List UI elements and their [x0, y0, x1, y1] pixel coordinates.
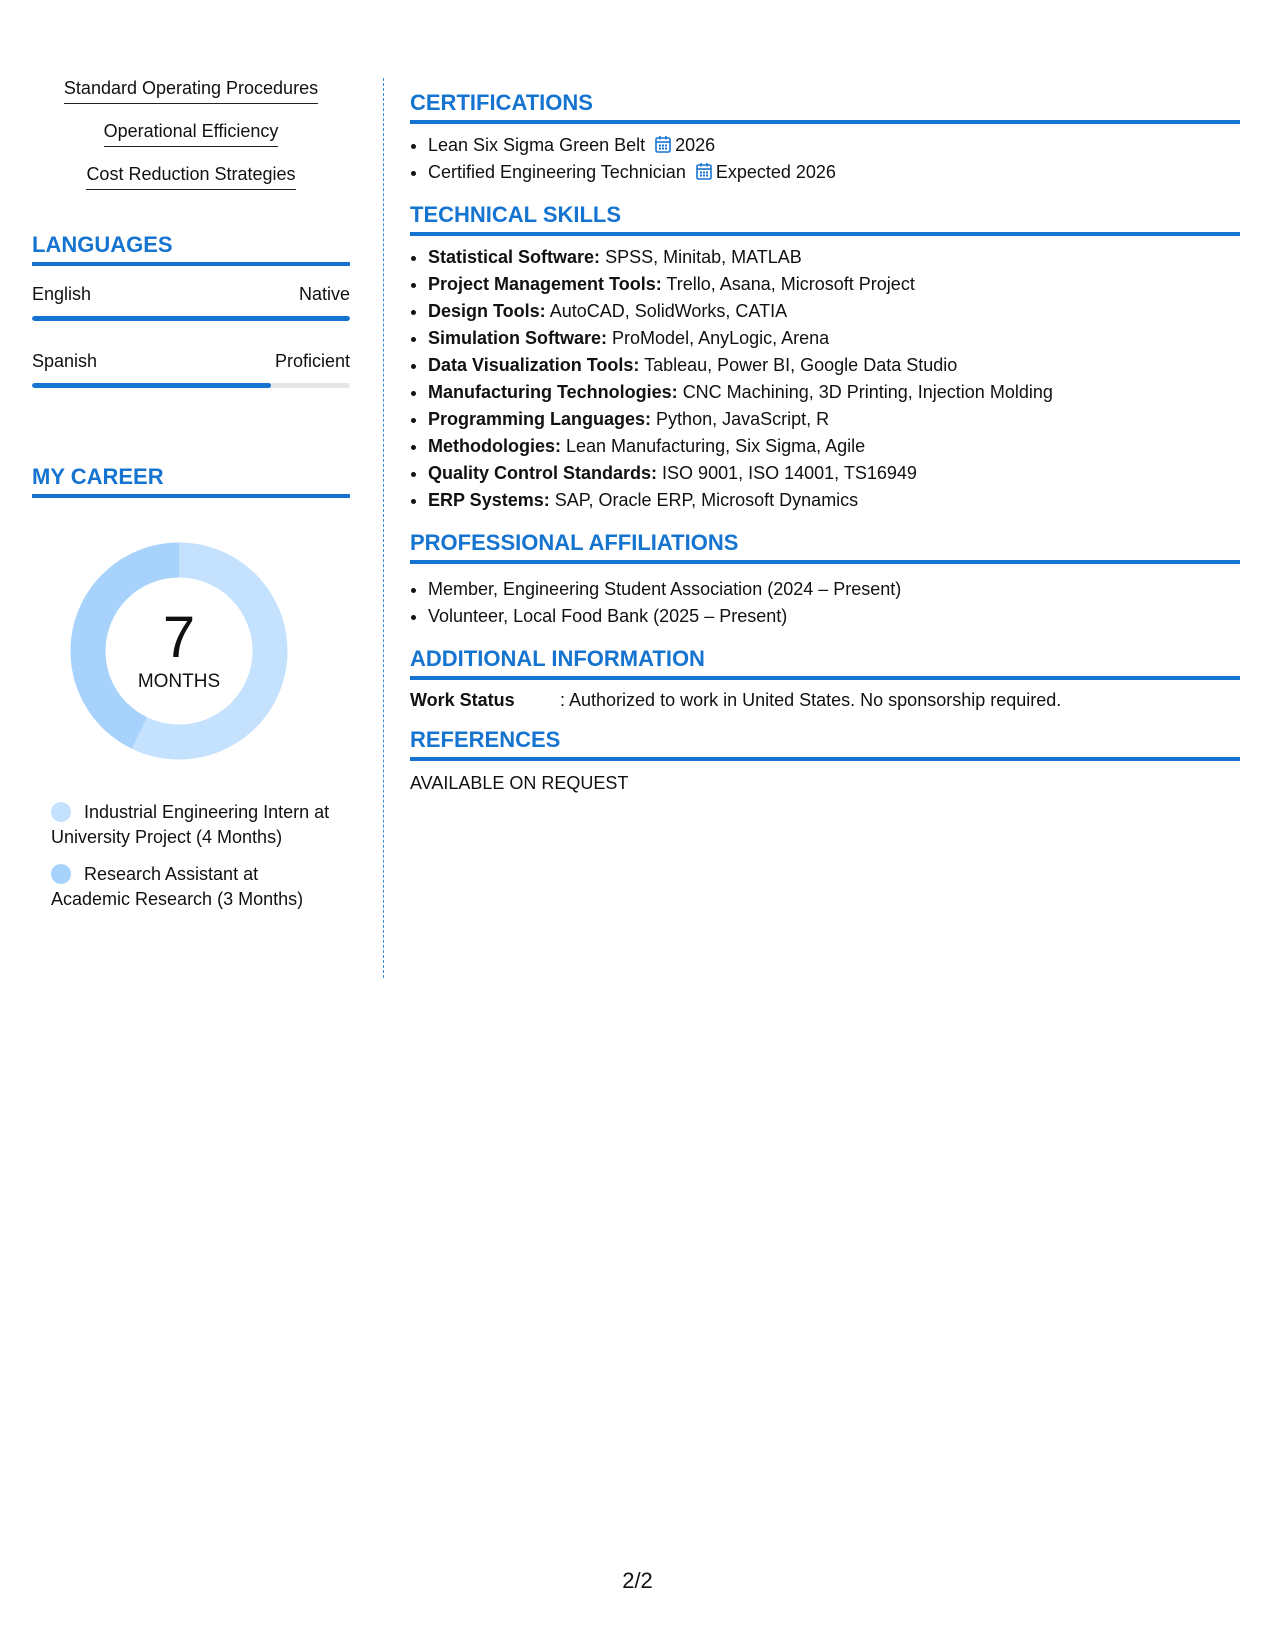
- skill-item: [428, 325, 1240, 352]
- certification-name: Certified Engineering Technician: [428, 162, 686, 182]
- language-level: Native: [298, 284, 350, 304]
- language-bar: [32, 383, 350, 388]
- skill-item: [428, 487, 1240, 514]
- skill-tag-label: Operational Efficiency: [104, 121, 279, 147]
- language-name: English: [32, 284, 92, 304]
- certification-item: [428, 159, 1240, 186]
- calendar-icon: [655, 135, 671, 153]
- skill-value: CNC Machining, 3D Printing, Injection Molding: [682, 382, 1053, 402]
- affiliation-item: • Member, Engineering Student Association (2024 – Present): [428, 576, 1240, 603]
- skill-item: [428, 460, 1240, 487]
- career-title: MY CAREER: [32, 464, 350, 498]
- affiliation-item: • Volunteer, Local Food Bank (2025 – Present): [428, 603, 1240, 630]
- skill-tag: [32, 164, 350, 190]
- work-status-value: : Authorized to work in United States. No sponsorship required.: [560, 690, 1062, 710]
- additional-info-title: ADDITIONAL INFORMATION: [410, 646, 1240, 680]
- language-item: [32, 351, 350, 388]
- skill-value: ISO 9001, ISO 14001, TS16949: [662, 463, 917, 483]
- certification-item: [428, 132, 1240, 159]
- skill-item: [428, 298, 1240, 325]
- skill-label: Simulation Software:: [428, 328, 608, 348]
- references-section: [410, 727, 1240, 794]
- career-total-value: 7: [162, 605, 196, 670]
- technical-skills-title: TECHNICAL SKILLS: [410, 202, 1240, 236]
- skill-value: Lean Manufacturing, Six Sigma, Agile: [566, 436, 866, 456]
- skill-label: Data Visualization Tools:: [428, 355, 640, 375]
- right-column: [410, 90, 1240, 810]
- references-text: AVAILABLE ON REQUEST: [410, 773, 629, 793]
- languages-title: LANGUAGES: [32, 232, 350, 266]
- certifications-section: [410, 90, 1240, 186]
- skill-item: [428, 244, 1240, 271]
- skill-label: Quality Control Standards:: [428, 463, 658, 483]
- language-item: [32, 284, 350, 321]
- skill-value: SAP, Oracle ERP, Microsoft Dynamics: [554, 490, 859, 510]
- column-divider: [383, 78, 384, 978]
- language-name: Spanish: [32, 351, 98, 371]
- skill-value: ProModel, AnyLogic, Arena: [612, 328, 830, 348]
- references-title: REFERENCES: [410, 727, 1240, 761]
- career-total-unit: MONTHS: [137, 671, 221, 692]
- work-status-row: [410, 690, 1240, 711]
- skill-label: Programming Languages:: [428, 409, 652, 429]
- skill-value: Tableau, Power BI, Google Data Studio: [644, 355, 958, 375]
- affiliations-section: [410, 530, 1240, 630]
- skill-label: Project Management Tools:: [428, 274, 662, 294]
- legend-dot: [51, 864, 71, 884]
- certification-name: Lean Six Sigma Green Belt: [428, 135, 646, 155]
- legend-label: Industrial Engineering Intern at University Project (4 Months): [51, 802, 330, 847]
- certification-date: 2026: [675, 135, 716, 155]
- skill-label: Statistical Software:: [428, 247, 601, 267]
- page-number: 2/2: [622, 1568, 653, 1593]
- technical-skills-section: [410, 202, 1240, 514]
- affiliations-title: PROFESSIONAL AFFILIATIONS: [410, 530, 1240, 564]
- legend-item: [51, 862, 341, 912]
- skill-label: ERP Systems:: [428, 490, 550, 510]
- language-level: Proficient: [274, 351, 350, 371]
- skill-value: Python, JavaScript, R: [656, 409, 830, 429]
- skill-item: [428, 352, 1240, 379]
- skill-tag: [32, 121, 350, 147]
- certification-date: Expected 2026: [715, 162, 836, 182]
- career-legend: [51, 800, 350, 912]
- skill-item: [428, 406, 1240, 433]
- certifications-list: [410, 132, 1240, 186]
- skill-tag-label: Cost Reduction Strategies: [86, 164, 295, 190]
- certifications-title: CERTIFICATIONS: [410, 90, 1240, 124]
- skill-item: [428, 379, 1240, 406]
- work-status-label: Work Status: [410, 690, 515, 710]
- skill-tag-label: Standard Operating Procedures: [64, 78, 318, 104]
- language-bar-fill: [32, 316, 350, 321]
- legend-item: [51, 800, 341, 850]
- calendar-icon: [696, 162, 712, 180]
- legend-label: Research Assistant at Academic Research (3 Months): [51, 864, 304, 909]
- skill-tag: [32, 78, 350, 104]
- left-column: [32, 78, 350, 924]
- career-donut: [66, 538, 292, 764]
- skill-label: Methodologies:: [428, 436, 561, 456]
- language-bar-fill: [32, 383, 271, 388]
- additional-info-section: [410, 646, 1240, 711]
- skill-value: SPSS, Minitab, MATLAB: [605, 247, 802, 267]
- skill-item: [428, 271, 1240, 298]
- skill-value: Trello, Asana, Microsoft Project: [666, 274, 915, 294]
- skill-label: Manufacturing Technologies:: [428, 382, 678, 402]
- legend-dot: [51, 802, 71, 822]
- language-bar: [32, 316, 350, 321]
- skill-label: Design Tools:: [428, 301, 546, 321]
- affiliations-list: [410, 576, 1240, 630]
- skill-value: AutoCAD, SolidWorks, CATIA: [549, 301, 788, 321]
- skill-item: [428, 433, 1240, 460]
- technical-skills-list: [410, 244, 1240, 514]
